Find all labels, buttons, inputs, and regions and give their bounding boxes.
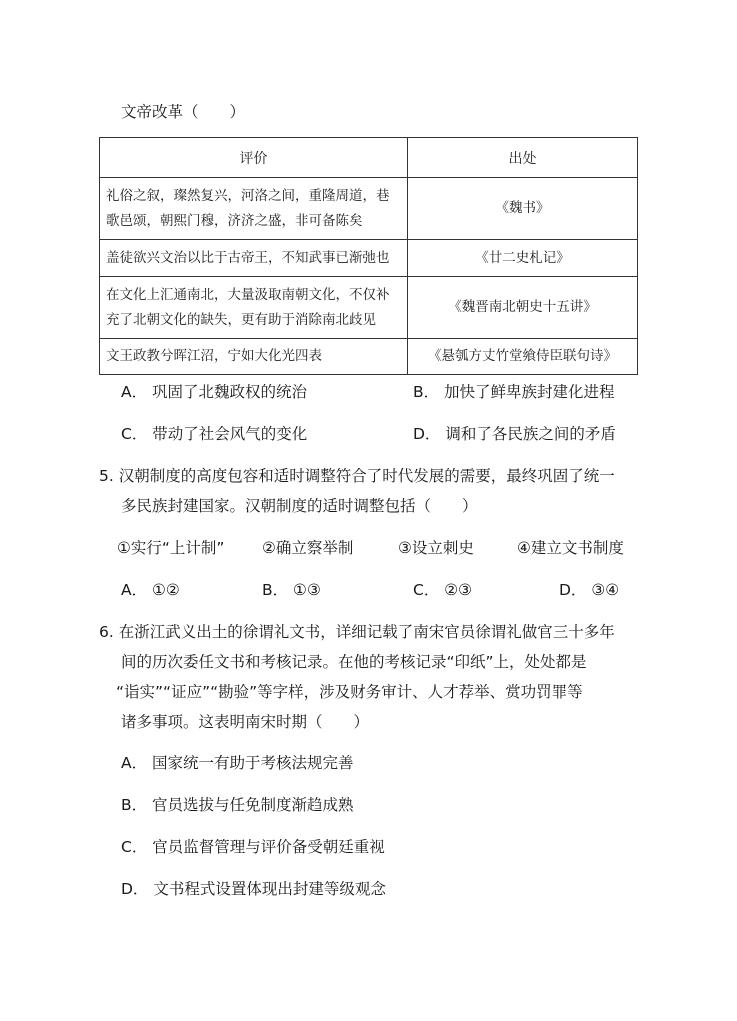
- q5-item-4: ④建立文书制度: [517, 539, 624, 557]
- evaluation-cell: 盖徒欲兴文治以比于古帝王，不知武事已渐弛也: [100, 240, 408, 277]
- table-row: [100, 339, 638, 375]
- table-header-row: [100, 138, 638, 178]
- q6-option-d: D． 文书程式设置体现出封建等级观念: [121, 880, 386, 898]
- source-cell: 《魏书》: [408, 178, 638, 240]
- evaluation-table: [99, 137, 638, 375]
- source-cell: 《廿二史札记》: [408, 240, 638, 277]
- source-cell: 《魏晋南北朝史十五讲》: [408, 277, 638, 339]
- q5-item-2: ②确立察举制: [262, 539, 354, 557]
- q5-option-b: B． ①③: [262, 581, 321, 599]
- q4-stem-tail: 文帝改革（ ）: [121, 103, 246, 121]
- q4-option-a: A． 巩固了北魏政权的统治: [121, 383, 308, 401]
- evaluation-cell: 在文化上汇通南北，大量汲取南朝文化，不仅补充了北朝文化的缺失，更有助于消除南北歧见: [100, 277, 408, 339]
- header-evaluation: 评价: [100, 138, 408, 178]
- q5-option-c: C． ②③: [413, 581, 473, 599]
- q4-option-b: B． 加快了鲜卑族封建化进程: [413, 383, 615, 401]
- table-row: [100, 178, 638, 240]
- q5-option-d: D． ③④: [559, 581, 620, 599]
- q6-option-c: C． 官员监督管理与评价备受朝廷重视: [121, 838, 385, 856]
- evaluation-cell: 文王政教兮晖江沼，宁如大化光四表: [100, 339, 408, 375]
- q6-stem-line3: “诣实”“证应”“勘验”等字样，涉及财务审计、人才荐举、赏功罚罪等: [116, 683, 583, 701]
- q6-stem-line1: 6. 在浙江武义出土的徐谓礼文书，详细记载了南宋官员徐谓礼做官三十多年: [99, 623, 615, 641]
- evaluation-cell: 礼俗之叙，璨然复兴，河洛之间，重隆周道，巷歌邑颂，朝熙门穆，济济之盛，非可备陈矣: [100, 178, 408, 240]
- q6-stem-line2: 间的历次委任文书和考核记录。在他的考核记录“印纸”上，处处都是: [121, 653, 587, 671]
- q6-option-b: B． 官员选拔与任免制度渐趋成熟: [121, 796, 354, 814]
- q5-item-1: ①实行“上计制”: [117, 539, 225, 557]
- q4-option-d: D． 调和了各民族之间的矛盾: [413, 425, 616, 443]
- q5-option-a: A． ①②: [121, 581, 180, 599]
- q5-stem-line2: 多民族封建国家。汉朝制度的适时调整包括（ ）: [121, 497, 478, 515]
- source-cell: 《悬瓠方丈竹堂飨侍臣联句诗》: [408, 339, 638, 375]
- q4-option-c: C． 带动了社会风气的变化: [121, 425, 308, 443]
- table-row: [100, 277, 638, 339]
- q6-stem-line4: 诸多事项。这表明南宋时期（ ）: [121, 713, 370, 731]
- q6-option-a: A． 国家统一有助于考核法规完善: [121, 754, 354, 772]
- q5-item-3: ③设立刺史: [398, 539, 474, 557]
- q5-stem-line1: 5. 汉朝制度的高度包容和适时调整符合了时代发展的需要，最终巩固了统一: [99, 467, 615, 485]
- header-source: 出处: [408, 138, 638, 178]
- table-row: [100, 240, 638, 277]
